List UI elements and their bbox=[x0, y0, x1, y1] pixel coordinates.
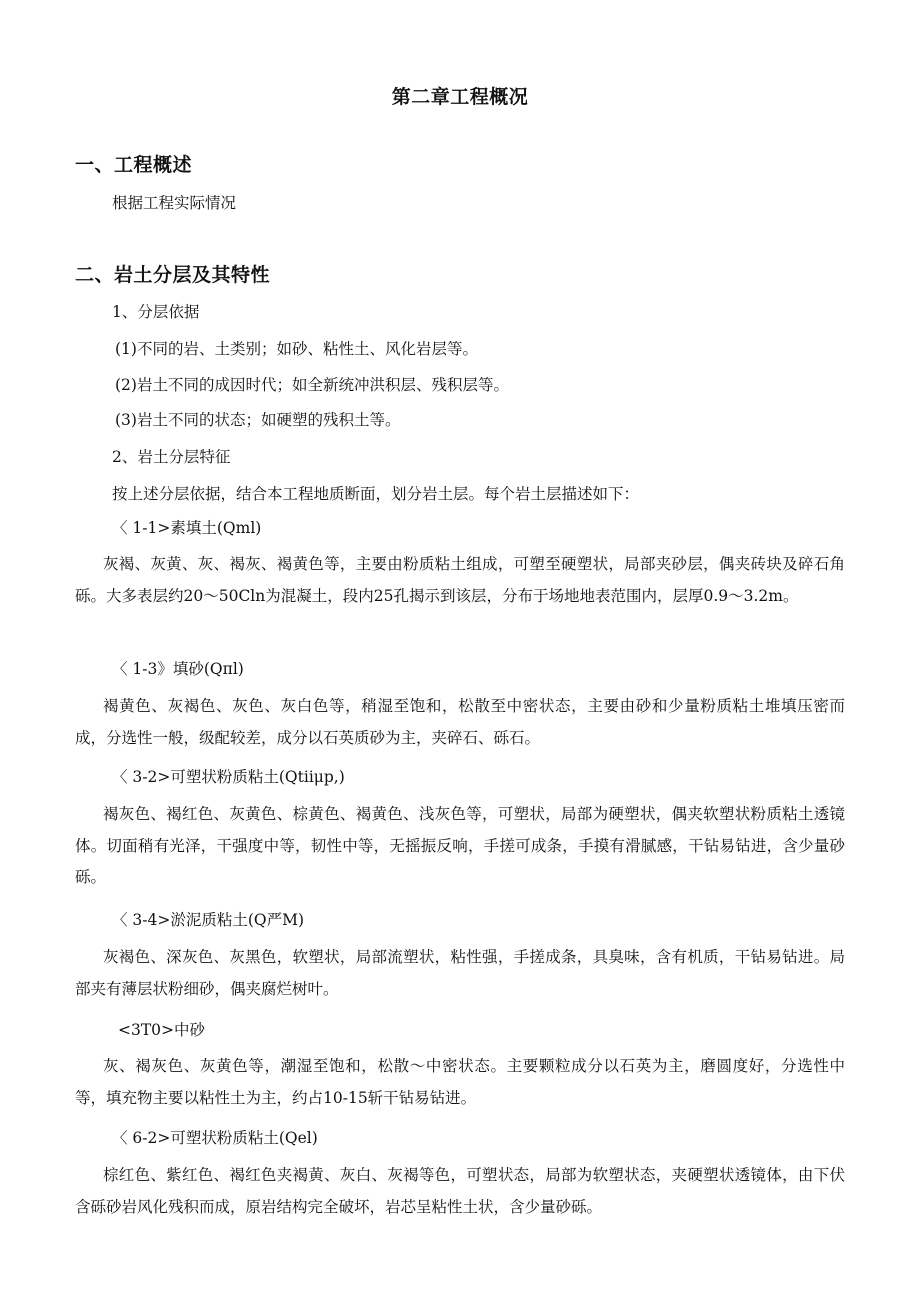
layer-title: <3T0>中砂 bbox=[118, 1021, 206, 1039]
features-intro: 按上述分层依据，结合本工程地质断面，划分岩土层。每个岩土层描述如下： bbox=[112, 485, 640, 503]
layer-description: 褐黄色、灰褐色、灰色、灰白色等，稍湿至饱和，松散至中密状态，主要由砂和少量粉质粘土堆填压密而成，分选性一般，级配较差，成分以石英质砂为主，夹碎石、砾石。 bbox=[75, 697, 845, 747]
overview-text: 根据工程实际情况 bbox=[112, 194, 237, 212]
section-heading-strata: 二、岩土分层及其特性 bbox=[75, 264, 271, 286]
basis-item: (1)不同的岩、土类别；如砂、粘性土、风化岩层等。 bbox=[115, 340, 478, 358]
basis-title: 1、分层依据 bbox=[112, 303, 200, 321]
features-title: 2、岩土分层特征 bbox=[112, 448, 231, 466]
section-heading-overview: 一、工程概述 bbox=[75, 154, 193, 176]
basis-item: (2)岩土不同的成因时代；如全新统冲洪积层、残积层等。 bbox=[115, 376, 509, 394]
layer-title: 〈 3-2>可塑状粉质粘土(Qtiiμp,) bbox=[112, 768, 345, 786]
layer-description: 灰褐、灰黄、灰、褐灰、褐黄色等，主要由粉质粘土组成，可塑至硬塑状，局部夹砂层，偶夹砖块及碎石角砾。大多表层约20～50Cln为混凝土，段内25孔揭示到该层，分布于场地地表范围内，层厚0.9～3.2m。 bbox=[75, 555, 845, 605]
chapter-title: 第二章工程概况 bbox=[391, 86, 529, 108]
layer-title: 〈 6-2>可塑状粉质粘土(Qel) bbox=[112, 1129, 318, 1147]
layer-title: 〈 1-3》填砂(Qπl) bbox=[112, 660, 244, 678]
layer-title: 〈 1-1>素填土(Qml) bbox=[112, 519, 262, 537]
layer-description: 灰、褐灰色、灰黄色等，潮湿至饱和，松散～中密状态。主要颗粒成分以石英为主，磨圆度好，分选性中等，填充物主要以粘性土为主，约占10-15斩干钻易钻进。 bbox=[75, 1057, 845, 1107]
layer-description: 棕红色、紫红色、褐红色夹褐黄、灰白、灰褐等色，可塑状态，局部为软塑状态，夹硬塑状透镜体，由下伏含砾砂岩风化残积而成，原岩结构完全破坏，岩芯呈粘性土状，含少量砂砾。 bbox=[75, 1166, 845, 1216]
layer-description: 褐灰色、褐红色、灰黄色、棕黄色、褐黄色、浅灰色等，可塑状，局部为硬塑状，偶夹软塑状粉质粘土透镜体。切面稍有光泽，干强度中等，韧性中等，无摇振反响，手搓可成条，手摸有滑腻感，干钻易钻进，含少量砂砾。 bbox=[75, 805, 845, 886]
layer-title: 〈 3-4>淤泥质粘土(Q严M) bbox=[112, 911, 305, 929]
layer-description: 灰褐色、深灰色、灰黑色，软塑状，局部流塑状，粘性强，手搓成条，具臭味，含有机质，干钻易钻进。局部夹有薄层状粉细砂，偶夹腐烂树叶。 bbox=[75, 948, 845, 998]
basis-item: (3)岩土不同的状态；如硬塑的残积土等。 bbox=[115, 411, 401, 429]
